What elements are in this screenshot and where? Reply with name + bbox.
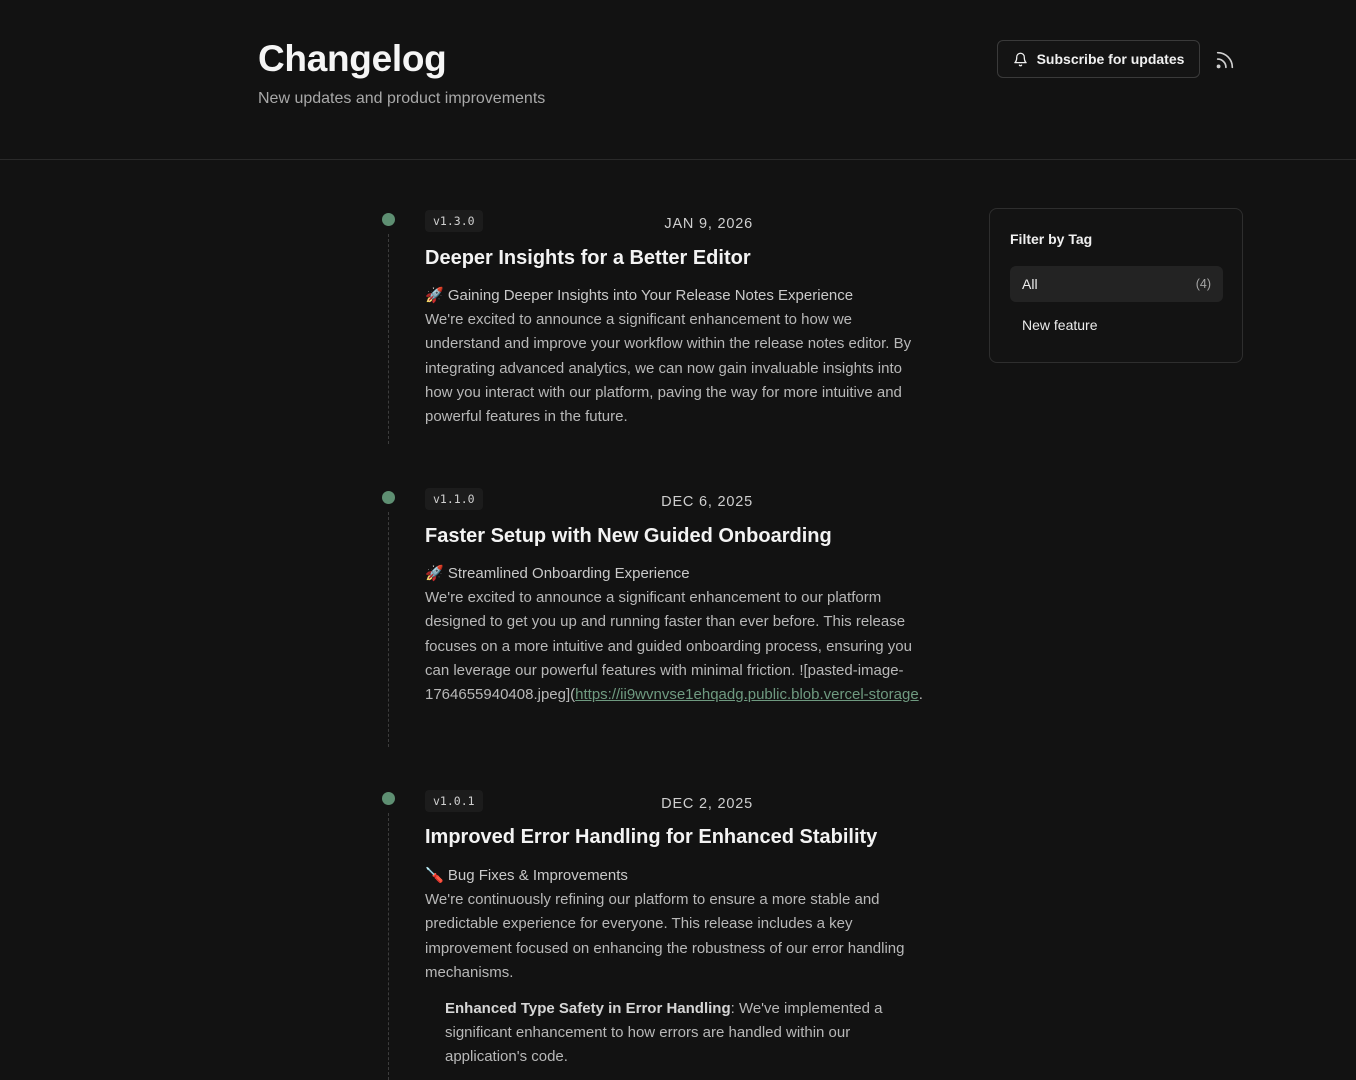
- entry-text: We're excited to announce a significant enhancement to how we understand and improve your workflow within the release notes editor. By integrating advanced analytics, we can now gain invaluable insights into how you interact with our platform, paving the way for more intuitive and powerful features in the future.: [425, 311, 912, 426]
- rss-icon[interactable]: [1214, 49, 1236, 71]
- entry-subheading: 🚀 Streamlined Onboarding Experience: [425, 565, 690, 582]
- timeline-line: [388, 813, 389, 1080]
- filter-item-label: All: [1022, 276, 1038, 292]
- timeline-line: [388, 234, 389, 444]
- entry-text: We're continuously refining our platform to ensure a more stable and predictable experience for everyone. This release includes a key improvement focused on enhancing the robustness of our error handling mechanisms.: [425, 891, 905, 981]
- page-subtitle: New updates and product improvements: [258, 90, 546, 107]
- filter-item-label: New feature: [1022, 317, 1098, 333]
- entry-date: DEC 2, 2025: [661, 796, 753, 812]
- image-link[interactable]: https://ii9wvnvse1ehqadg.public.blob.vercel-storage: [575, 686, 919, 704]
- filter-panel: [989, 208, 1243, 363]
- filter-item-all[interactable]: [1010, 266, 1223, 302]
- entry-title[interactable]: Faster Setup with New Guided Onboarding: [425, 525, 832, 547]
- timeline-dot: [382, 213, 395, 226]
- entry-title[interactable]: Deeper Insights for a Better Editor: [425, 247, 751, 269]
- entry-body: [425, 562, 925, 707]
- nested-item-bold: Enhanced Type Safety in Error Handling: [445, 1000, 731, 1018]
- timeline-dot: [382, 491, 395, 504]
- filter-title: Filter by Tag: [1010, 231, 1093, 247]
- entry-body: [425, 864, 925, 1070]
- page-header: [0, 0, 1356, 160]
- subscribe-button-label: Subscribe for updates: [1036, 51, 1185, 67]
- bell-icon: [1013, 52, 1028, 67]
- entry-subheading: 🪛 Bug Fixes & Improvements: [425, 867, 628, 884]
- filter-item-count: (4): [1195, 277, 1211, 291]
- nested-list-item: [425, 997, 925, 1070]
- entry-title[interactable]: Improved Error Handling for Enhanced Stability: [425, 826, 878, 848]
- version-badge: v1.0.1: [425, 790, 483, 812]
- entry-body: [425, 284, 925, 429]
- version-badge: v1.1.0: [425, 488, 483, 510]
- entry-text: [425, 586, 925, 707]
- filter-item-new-feature[interactable]: [1010, 307, 1223, 343]
- subscribe-button[interactable]: [997, 40, 1200, 78]
- entry-subheading: 🚀 Gaining Deeper Insights into Your Release Notes Experience: [425, 287, 854, 304]
- entry-date: JAN 9, 2026: [664, 216, 753, 232]
- page-title: Changelog: [258, 38, 447, 79]
- entry-text-part: We're excited to announce a significant enhancement to our platform designed to get you up and running faster than ever before. This release focuses on a more intuitive and guided onboarding process, ensuring you can leverage our powerful features with minimal friction. ![pasted-image-1764655940408.jpeg](: [425, 589, 912, 704]
- timeline-line: [388, 512, 389, 747]
- timeline-dot: [382, 792, 395, 805]
- version-badge: v1.3.0: [425, 210, 483, 232]
- nested-item-text: : We've implemented a significant enhancement to how errors are handled within our application's code.: [445, 1000, 883, 1066]
- entry-text-end: .: [918, 686, 923, 704]
- entry-date: DEC 6, 2025: [661, 494, 753, 510]
